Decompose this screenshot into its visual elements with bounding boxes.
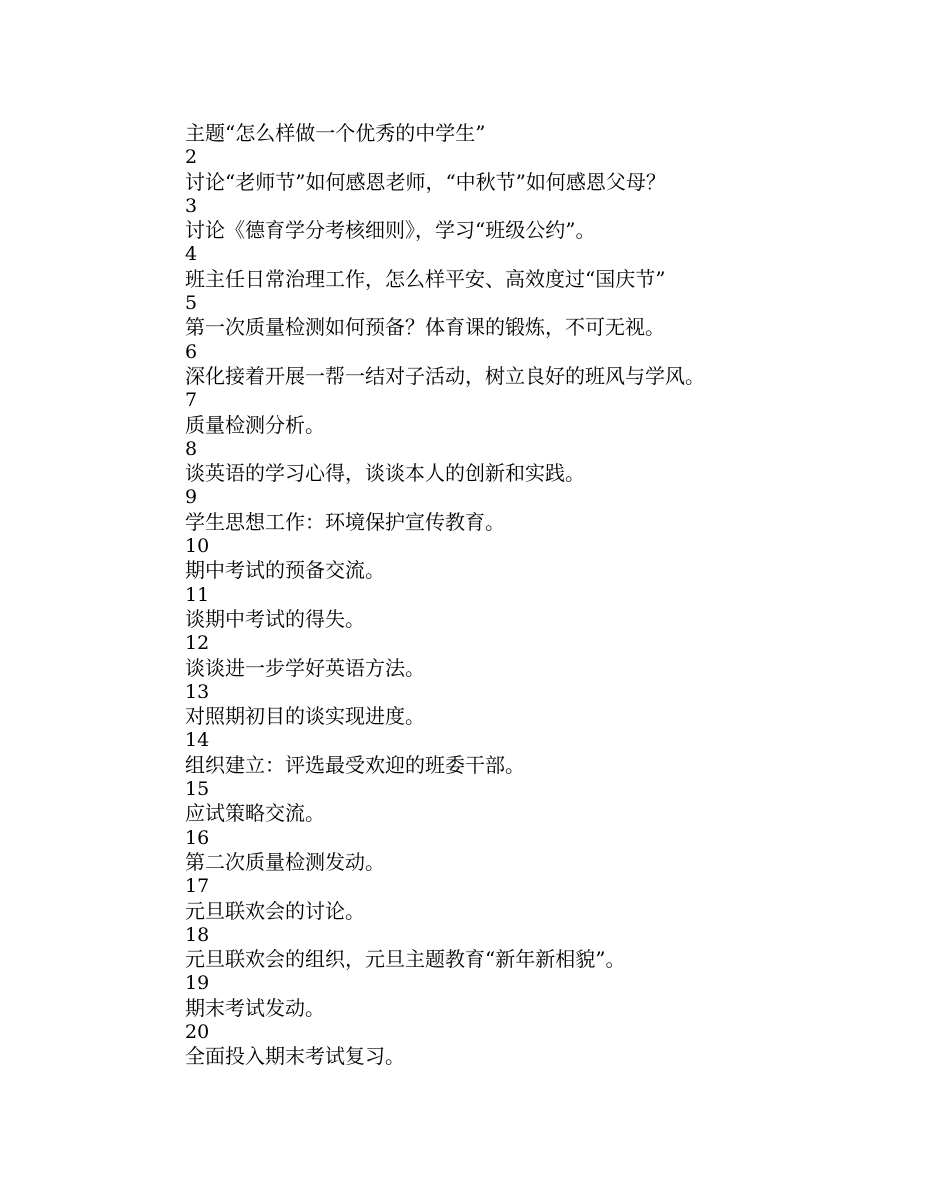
week-number: 19 — [185, 972, 210, 995]
topic-line: 元旦联欢会的讨论。 — [185, 898, 365, 923]
week-number: 14 — [185, 729, 210, 752]
topic-line: 谈谈进一步学好英语方法。 — [185, 655, 425, 680]
week-number: 20 — [185, 1020, 210, 1043]
topic-line: 应试策略交流。 — [185, 801, 325, 826]
topic-line: 谈期中考试的得失。 — [185, 606, 365, 631]
week-number: 10 — [185, 535, 210, 558]
topic-line: 讨论“老师节”如何感恩老师，“中秋节”如何感恩父母？ — [185, 169, 666, 194]
week-number: 2 — [185, 146, 198, 169]
topic-line: 深化接着开展一帮一结对子活动，树立良好的班风与学风。 — [185, 363, 705, 388]
topic-line: 主题“怎么样做一个优秀的中学生” — [185, 121, 486, 145]
topic-line: 组织建立：评选最受欢迎的班委干部。 — [185, 752, 525, 777]
week-number: 7 — [185, 389, 198, 412]
topic-line: 第二次质量检测发动。 — [185, 849, 385, 874]
week-number: 4 — [185, 243, 198, 266]
week-number: 11 — [185, 583, 210, 606]
topic-line: 学生思想工作：环境保护宣传教育。 — [185, 509, 505, 534]
topic-line: 讨论《德育学分考核细则》，学习“班级公约”。 — [185, 218, 596, 243]
topic-line: 谈英语的学习心得，谈谈本人的创新和实践。 — [185, 461, 585, 486]
topic-line: 班主任日常治理工作，怎么样平安、高效度过“国庆节” — [185, 266, 666, 291]
week-number: 13 — [185, 680, 210, 703]
topic-line: 期中考试的预备交流。 — [185, 558, 385, 583]
week-number: 16 — [185, 826, 210, 849]
topic-line: 元旦联欢会的组织，元旦主题教育“新年新相貌”。 — [185, 947, 626, 972]
week-number: 15 — [185, 778, 210, 801]
topic-line: 质量检测分析。 — [185, 412, 325, 437]
document-body — [185, 121, 885, 1069]
week-number: 18 — [185, 923, 210, 946]
week-number: 9 — [185, 486, 198, 509]
topic-line: 第一次质量检测如何预备？体育课的锻炼，不可无视。 — [185, 315, 665, 340]
week-number: 5 — [185, 292, 198, 315]
topic-line: 对照期初目的谈实现进度。 — [185, 704, 425, 729]
week-number: 17 — [185, 875, 210, 898]
week-number: 8 — [185, 437, 198, 460]
topic-line: 期末考试发动。 — [185, 995, 325, 1020]
week-number: 6 — [185, 340, 198, 363]
week-number: 12 — [185, 632, 210, 655]
week-number: 3 — [185, 194, 198, 217]
topic-line: 全面投入期末考试复习。 — [185, 1044, 405, 1069]
